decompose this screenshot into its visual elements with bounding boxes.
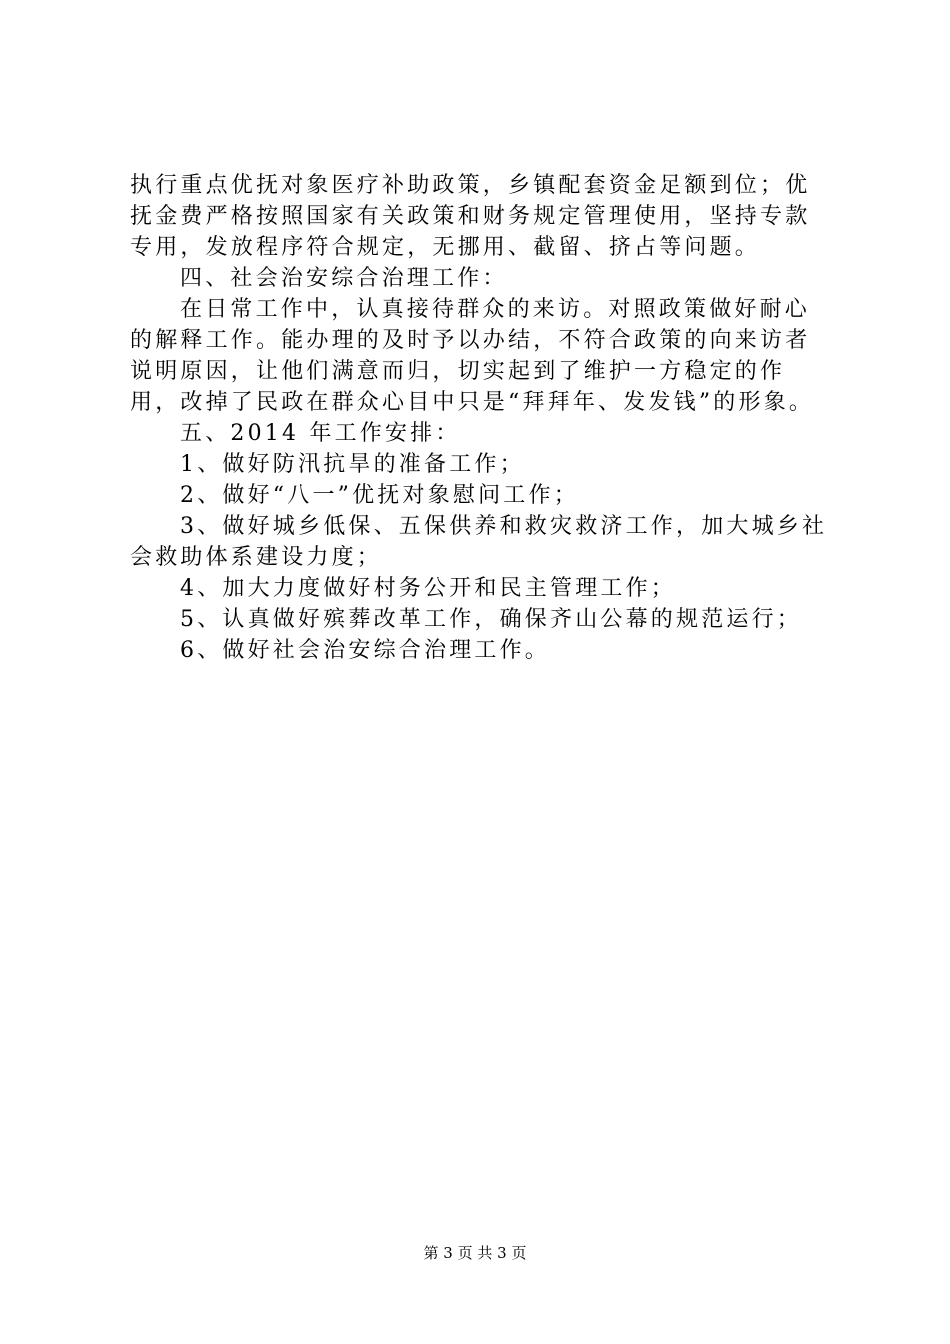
list-item-5: 5、认真做好殡葬改革工作，确保齐山公幕的规范运行；: [180, 607, 802, 632]
page-number-label: 第 3 页 共 3 页: [423, 1244, 527, 1262]
paragraph-public-security: 在日常工作中，认真接待群众的来访。对照政策做好耐心的解释工作。能办理的及时予以办结，不符合政策的向来访者说明原因，让他们满意而归，切实起到了维护一方稳定的作用，改掉了民政在群众心目中只是“拜拜年、发发钱”的形象。: [130, 297, 815, 415]
list-item-2: 2、做好“八一”优抚对象慰问工作；: [180, 483, 579, 508]
section-heading-work-plan: 五、2014 年工作安排：: [180, 421, 461, 446]
section-heading-public-security: 四、社会治安综合治理工作：: [180, 266, 508, 291]
list-item-1: 1、做好防汛抗旱的准备工作；: [180, 452, 525, 477]
page-footer: [0, 1243, 950, 1263]
list-item-6: 6、做好社会治安综合治理工作。: [180, 638, 550, 663]
paragraph-continuation: 执行重点优抚对象医疗补助政策，乡镇配套资金足额到位；优抚金费严格按照国家有关政策和财务规定管理使用，坚持专款专用，发放程序符合规定，无挪用、截留、挤占等问题。: [130, 173, 811, 260]
list-item-4: 4、加大力度做好村务公开和民主管理工作；: [180, 576, 676, 601]
document-body: [130, 170, 835, 666]
list-item-3: 3、做好城乡低保、五保供养和救灾救济工作，加大城乡社会救助体系建设力度；: [130, 514, 828, 570]
